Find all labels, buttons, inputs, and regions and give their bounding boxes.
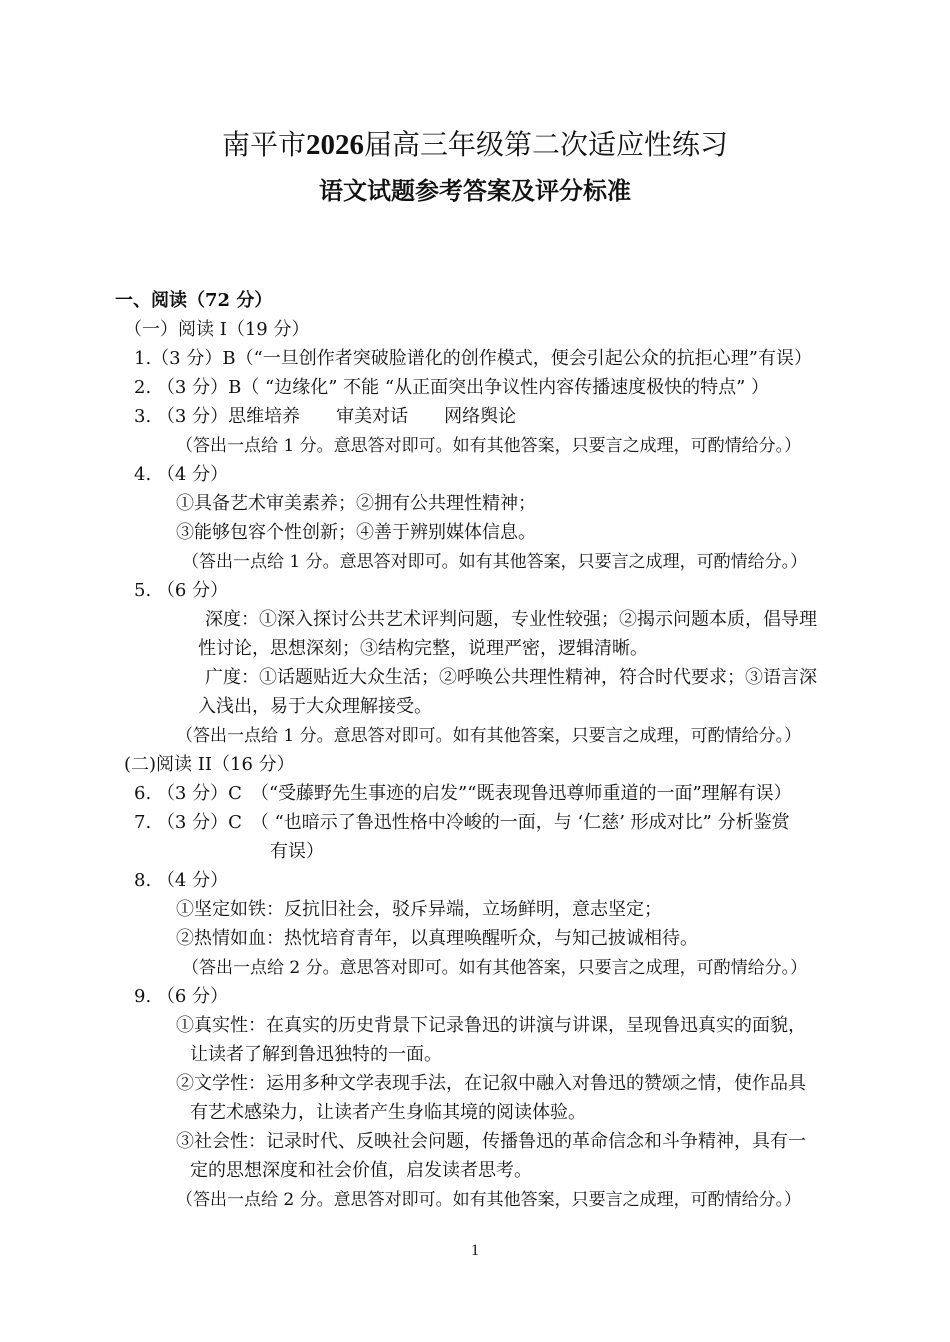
question-9-line-2: 让读者了解到鲁迅独特的一面。 — [190, 1044, 442, 1065]
question-5-line-2: 性讨论，思想深刻；③结构完整，说理严密，逻辑清晰。 — [198, 638, 648, 659]
question-1: 1.（3 分）B（“一旦创作者突破脸谱化的创作模式，便会引起公众的抗拒心理”有误） — [134, 348, 812, 369]
question-9-line-6: 定的思想深度和社会价值，启发读者思考。 — [190, 1160, 532, 1181]
question-9: 9. （6 分） — [134, 986, 229, 1007]
question-5-line-4: 入浅出，易于大众理解接受。 — [198, 696, 432, 717]
title-year: 2026 — [306, 129, 364, 161]
question-9-line-5: ③社会性：记录时代、反映社会问题，传播鲁迅的革命信念和斗争精神，具有一 — [176, 1131, 806, 1152]
question-4-line-2: ③能够包容个性创新；④善于辨别媒体信息。 — [176, 522, 536, 543]
question-4: 4. （4 分） — [134, 464, 229, 485]
question-7: 7. （3 分）C （ “也暗示了鲁迅性格中冷峻的一面，与 ‘仁慈’ 形成对比” 分析鉴赏 — [134, 812, 790, 833]
document-subtitle: 语文试题参考答案及评分标准 — [319, 176, 631, 205]
question-5-line-3: 广度：①话题贴近大众生活；②呼唤公共理性精神，符合时代要求；③语言深 — [205, 667, 817, 688]
question-4-note: （答出一点给 1 分。意思答对即可。如有其他答案，只要言之成理，可酌情给分。） — [182, 552, 808, 572]
question-5-note: （答出一点给 1 分。意思答对即可。如有其他答案，只要言之成理，可酌情给分。） — [176, 726, 802, 746]
question-8-line-2: ②热情如血：热忱培育青年，以真理唤醒听众，与知己披诚相待。 — [176, 928, 698, 949]
question-9-line-4: 有艺术感染力，让读者产生身临其境的阅读体验。 — [190, 1102, 586, 1123]
title-prefix: 南平市 — [221, 128, 306, 161]
question-6: 6. （3 分）C （“受藤野先生事迹的启发”“既表现鲁迅尊师重道的一面”理解有误） — [134, 783, 792, 804]
question-5-line-1: 深度：①深入探讨公共艺术评判问题，专业性较强；②揭示问题本质，倡导理 — [205, 609, 817, 630]
question-3: 3. （3 分）思维培养 审美对话 网络舆论 — [134, 406, 517, 427]
question-9-line-1: ①真实性：在真实的历史背景下记录鲁迅的讲演与讲课，呈现鲁迅真实的面貌， — [176, 1015, 806, 1036]
page-number: 1 — [471, 1242, 479, 1259]
question-9-line-3: ②文学性：运用多种文学表现手法，在记叙中融入对鲁迅的赞颂之情，使作品具 — [176, 1073, 806, 1094]
part1-heading: （一）阅读 I（19 分） — [124, 319, 310, 340]
title-suffix: 届高三年级第二次适应性练习 — [364, 128, 729, 161]
question-2: 2. （3 分）B（ “边缘化” 不能 “从正面突出争议性内容传播速度极快的特点” ） — [134, 377, 769, 398]
section-heading-reading: 一、阅读（72 分） — [115, 290, 273, 311]
question-9-note: （答出一点给 2 分。意思答对即可。如有其他答案，只要言之成理，可酌情给分。） — [176, 1190, 802, 1210]
question-8-line-1: ①坚定如铁：反抗旧社会，驳斥异端，立场鲜明，意志坚定； — [176, 899, 662, 920]
question-4-line-1: ①具备艺术审美素养；②拥有公共理性精神； — [176, 493, 536, 514]
question-8: 8. （4 分） — [134, 870, 229, 891]
question-5: 5. （6 分） — [134, 580, 229, 601]
document-title — [0, 128, 950, 162]
part2-heading: (二)阅读 II（16 分） — [124, 754, 295, 775]
question-8-note: （答出一点给 2 分。意思答对即可。如有其他答案，只要言之成理，可酌情给分。） — [182, 958, 808, 978]
question-7-continued: 有误） — [270, 841, 324, 862]
question-3-note: （答出一点给 1 分。意思答对即可。如有其他答案，只要言之成理，可酌情给分。） — [176, 436, 802, 456]
